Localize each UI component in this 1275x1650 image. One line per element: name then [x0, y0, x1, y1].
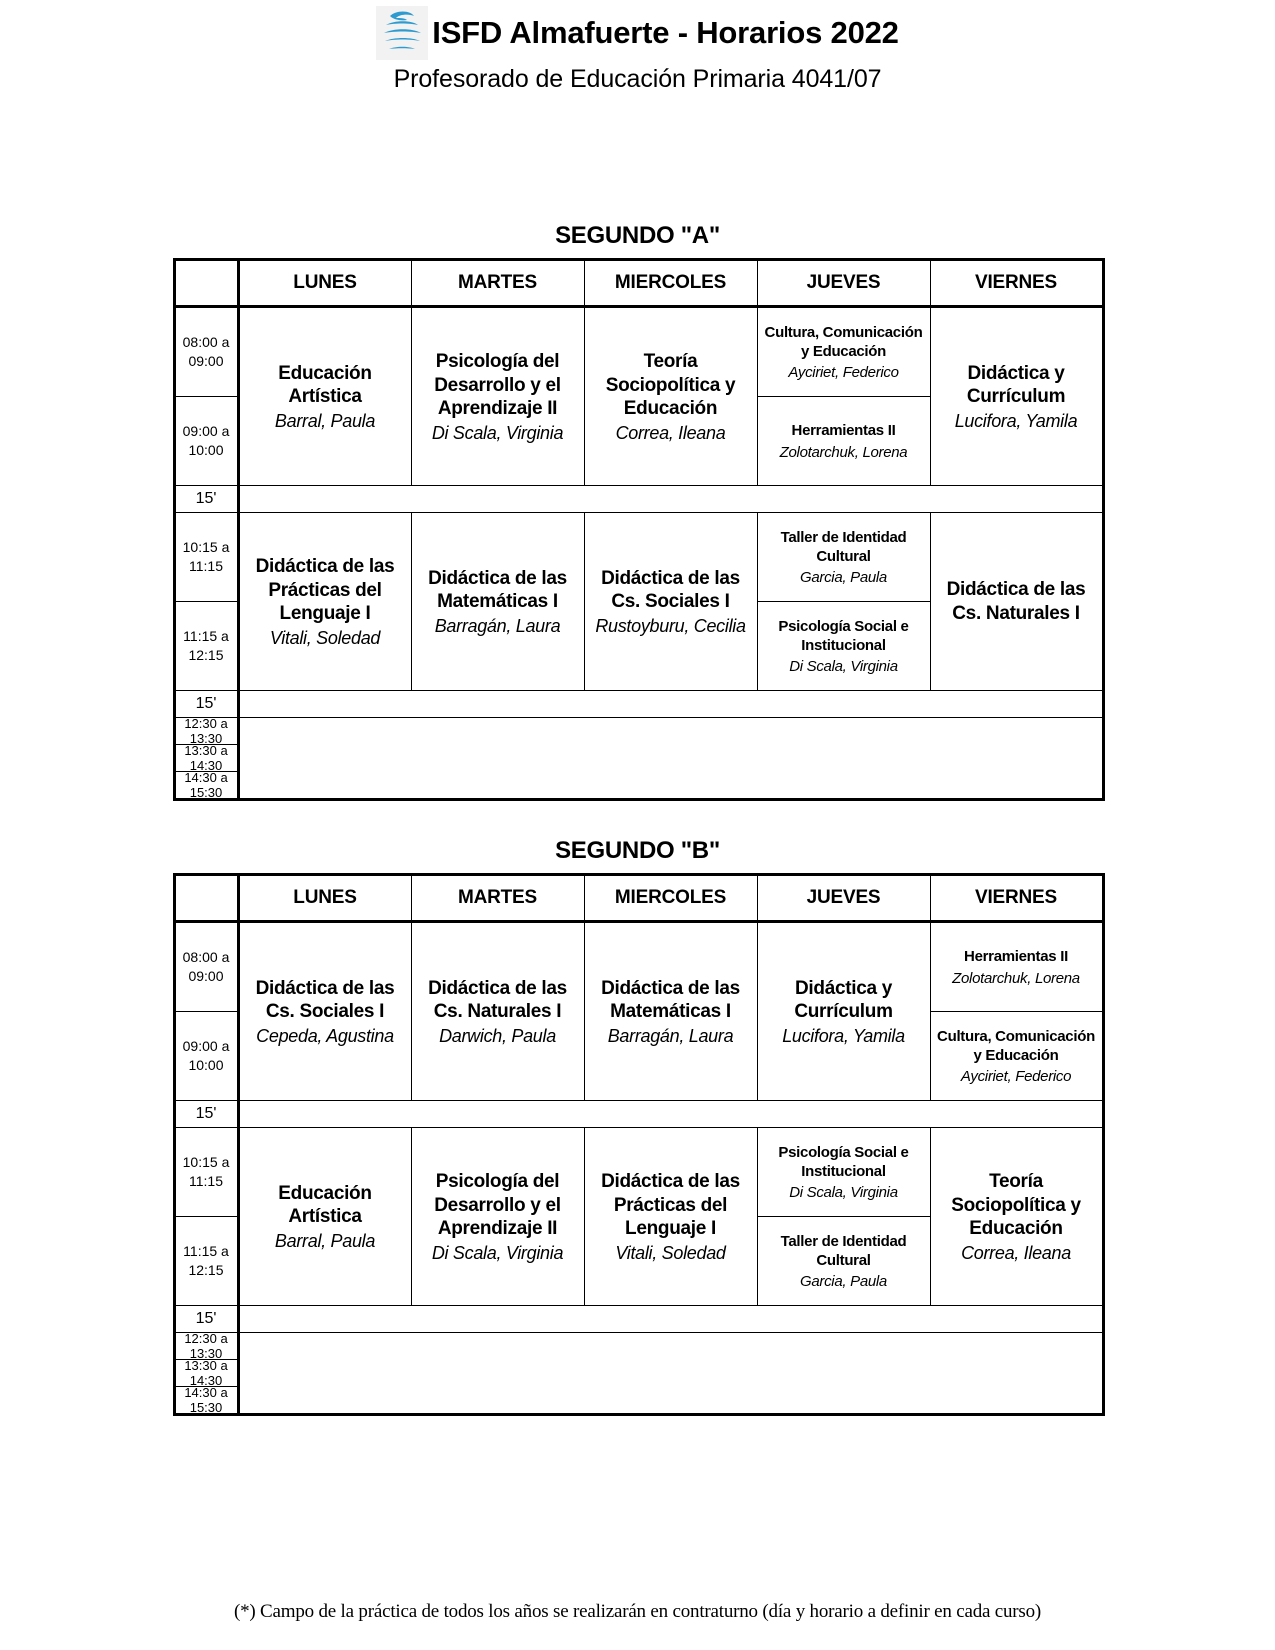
split-cell-part	[931, 1011, 1102, 1100]
class-cell	[585, 923, 757, 1100]
class-cell	[240, 513, 411, 690]
schedule-cell	[930, 1128, 1103, 1306]
schedule-cell	[584, 513, 757, 691]
title-row	[0, 6, 1275, 60]
schedule-cell	[930, 922, 1103, 1101]
class-cell	[585, 308, 757, 485]
time-start: 12:30 a	[184, 717, 228, 731]
class-cell	[585, 1128, 757, 1305]
teacher-name: Vitali, Soledad	[269, 627, 381, 648]
day-header-miercoles: MIERCOLES	[584, 260, 757, 307]
class-cell	[240, 1128, 411, 1305]
subject-name: Didáctica y Currículum	[966, 363, 1066, 408]
teacher-name: Zolotarchuk, Lorena	[952, 969, 1080, 987]
time-start: 08:00 a	[182, 334, 230, 351]
day-header-lunes: LUNES	[238, 875, 411, 922]
time-start: 10:15 a	[182, 539, 230, 556]
break-empty-cell	[238, 486, 1103, 513]
schedule-cell	[757, 307, 930, 486]
split-cell	[931, 923, 1102, 1100]
header-corner-cell	[174, 260, 238, 307]
split-cell-part	[758, 1216, 930, 1305]
teacher-name: Barral, Paula	[274, 1231, 376, 1252]
day-header-jueves: JUEVES	[757, 260, 930, 307]
time-end: 10:00	[188, 442, 224, 458]
split-cell-part	[758, 1128, 930, 1216]
subject-name: Didáctica de las Cs. Naturales I	[946, 579, 1086, 624]
teacher-name: Di Scala, Virginia	[789, 1184, 898, 1202]
break-row	[174, 691, 1103, 718]
time-slot-label	[174, 513, 238, 602]
time-slot-label	[174, 1333, 238, 1360]
subject-name: Taller de Identidad Cultural	[780, 528, 907, 565]
subject-name: Educación Artística	[278, 363, 372, 408]
time-end: 14:30	[189, 758, 223, 772]
break-row	[174, 1101, 1103, 1128]
afternoon-empty-cell	[238, 772, 1103, 800]
subject-name: Didáctica de las Cs. Naturales I	[428, 978, 567, 1023]
class-cell	[412, 923, 584, 1100]
afternoon-empty-cell	[238, 1387, 1103, 1415]
document-header	[0, 0, 1275, 94]
day-header-miercoles: MIERCOLES	[584, 875, 757, 922]
subject-name: Psicología Social e Institucional	[778, 1143, 909, 1180]
subject-name: Didáctica de las Cs. Sociales I	[601, 568, 740, 613]
time-end: 09:00	[188, 353, 224, 369]
schedule-cell	[584, 1128, 757, 1306]
time-end: 12:15	[188, 647, 224, 663]
time-start: 09:00 a	[182, 1038, 230, 1055]
time-slot-label	[174, 718, 238, 745]
time-end: 15:30	[189, 785, 223, 800]
schedule-cell	[238, 513, 411, 691]
teacher-name: Barragán, Laura	[607, 1026, 734, 1047]
subject-name: Taller de Identidad Cultural	[780, 1232, 907, 1269]
schedule-cell	[238, 922, 411, 1101]
afternoon-empty-cell	[238, 745, 1103, 772]
time-slot-label	[174, 745, 238, 772]
section-title: SEGUNDO "B"	[555, 837, 720, 864]
time-start: 13:30 a	[184, 744, 228, 758]
time-slot-label	[174, 397, 238, 486]
subject-name: Didáctica de las Cs. Sociales I	[255, 978, 395, 1023]
time-slot-label	[174, 1128, 238, 1217]
time-start: 12:30 a	[184, 1332, 228, 1346]
schedule-cell	[411, 307, 584, 486]
split-cell	[758, 1128, 930, 1305]
class-cell	[412, 513, 584, 690]
day-header-lunes: LUNES	[238, 260, 411, 307]
afternoon-row	[174, 1387, 1103, 1415]
subject-name: Didáctica de las Prácticas del Lenguaje I	[601, 1171, 740, 1239]
teacher-name: Lucifora, Yamila	[954, 411, 1078, 432]
split-cell-part	[758, 513, 930, 601]
schedule-cell	[238, 307, 411, 486]
teacher-name: Zolotarchuk, Lorena	[779, 443, 908, 461]
subject-name: Didáctica de las Matemáticas I	[601, 978, 740, 1023]
table-row	[174, 513, 1103, 602]
schedule-cell	[757, 922, 930, 1101]
teacher-name: Cepeda, Agustina	[256, 1026, 394, 1047]
class-cell	[412, 308, 584, 485]
day-header-viernes: VIERNES	[930, 875, 1103, 922]
globe-swoosh-logo-icon	[376, 6, 428, 60]
time-slot-label	[174, 1387, 238, 1415]
time-end: 11:15	[189, 558, 223, 574]
time-end: 12:15	[188, 1262, 224, 1278]
schedule-cell	[411, 513, 584, 691]
break-row	[174, 486, 1103, 513]
break-row	[174, 1306, 1103, 1333]
schedule-cell	[584, 922, 757, 1101]
teacher-name: Vitali, Soledad	[615, 1242, 726, 1263]
section-title: SEGUNDO "A"	[555, 222, 720, 249]
split-cell-part	[758, 396, 930, 485]
class-cell	[585, 513, 757, 690]
table-row	[174, 922, 1103, 1012]
split-cell	[758, 308, 930, 485]
teacher-name: Garcia, Paula	[800, 569, 887, 587]
table-row	[174, 1128, 1103, 1217]
day-header-martes: MARTES	[411, 875, 584, 922]
subject-name: Cultura, Comunicación y Educación	[937, 1027, 1095, 1064]
time-slot-label	[174, 772, 238, 800]
time-slot-label	[174, 922, 238, 1012]
page-subtitle: Profesorado de Educación Primaria 4041/07	[393, 65, 882, 93]
split-cell	[758, 513, 930, 690]
schedule-cell	[411, 1128, 584, 1306]
time-start: 14:30 a	[184, 1386, 228, 1400]
time-slot-label	[174, 1217, 238, 1306]
break-label: 15'	[174, 1306, 238, 1333]
teacher-name: Rustoyburu, Cecilia	[595, 616, 746, 637]
class-cell	[758, 923, 930, 1100]
class-cell	[412, 1128, 584, 1305]
afternoon-row	[174, 1333, 1103, 1360]
schedule-cell	[930, 513, 1103, 691]
teacher-name: Di Scala, Virginia	[431, 1242, 564, 1263]
afternoon-empty-cell	[238, 1360, 1103, 1387]
subject-name: Teoría Sociopolítica y Educación	[605, 351, 736, 419]
schedule-sections	[0, 222, 1275, 1416]
time-start: 13:30 a	[184, 1359, 228, 1373]
table-header-row	[174, 260, 1103, 307]
table-header-row	[174, 875, 1103, 922]
time-start: 09:00 a	[182, 423, 230, 440]
schedule-cell	[930, 307, 1103, 486]
break-empty-cell	[238, 1306, 1103, 1333]
class-cell	[931, 1128, 1102, 1305]
time-start: 14:30 a	[184, 771, 228, 785]
time-start: 08:00 a	[182, 949, 230, 966]
subject-name: Didáctica de las Prácticas del Lenguaje I	[255, 556, 395, 624]
subject-name: Herramientas II	[964, 948, 1068, 966]
class-cell	[240, 308, 411, 485]
break-label: 15'	[174, 1101, 238, 1128]
time-end: 15:30	[189, 1400, 223, 1415]
split-cell-part	[758, 601, 930, 690]
teacher-name: Di Scala, Virginia	[789, 658, 898, 676]
teacher-name: Darwich, Paula	[439, 1026, 556, 1047]
time-end: 14:30	[189, 1373, 223, 1387]
afternoon-row	[174, 745, 1103, 772]
time-slot-label	[174, 1360, 238, 1387]
schedule-cell	[238, 1128, 411, 1306]
class-cell	[240, 923, 411, 1100]
break-label: 15'	[174, 486, 238, 513]
afternoon-empty-cell	[238, 718, 1103, 745]
time-start: 11:15 a	[183, 1243, 229, 1260]
schedule-cell	[757, 513, 930, 691]
day-header-martes: MARTES	[411, 260, 584, 307]
afternoon-row	[174, 772, 1103, 800]
teacher-name: Barral, Paula	[274, 411, 376, 432]
time-slot-label	[174, 602, 238, 691]
schedule-cell	[757, 1128, 930, 1306]
subject-name: Psicología del Desarrollo y el Aprendizaje II	[434, 351, 561, 419]
teacher-name: Di Scala, Virginia	[431, 422, 564, 443]
time-end: 09:00	[188, 968, 224, 984]
schedule-cell	[584, 307, 757, 486]
break-label: 15'	[174, 691, 238, 718]
header-corner-cell	[174, 875, 238, 922]
break-empty-cell	[238, 1101, 1103, 1128]
time-end: 11:15	[189, 1173, 223, 1189]
time-start: 11:15 a	[183, 628, 229, 645]
afternoon-row	[174, 718, 1103, 745]
teacher-name: Barragán, Laura	[434, 616, 561, 637]
footnote: (*) Campo de la práctica de todos los años se realizarán en contraturno (día y horario a definir en cada curso)	[233, 1601, 1042, 1622]
teacher-name: Ayciriet, Federico	[960, 1068, 1072, 1086]
time-slot-label	[174, 1012, 238, 1101]
time-start: 10:15 a	[182, 1154, 230, 1171]
afternoon-row	[174, 1360, 1103, 1387]
subject-name: Herramientas II	[791, 422, 896, 440]
break-empty-cell	[238, 691, 1103, 718]
subject-name: Didáctica de las Matemáticas I	[428, 568, 567, 613]
class-cell	[931, 513, 1102, 690]
schedule-table	[173, 258, 1105, 801]
class-cell	[931, 308, 1102, 485]
subject-name: Didáctica y Currículum	[794, 978, 893, 1023]
table-row	[174, 307, 1103, 397]
page-title: ISFD Almafuerte - Horarios 2022	[432, 15, 899, 50]
subject-name: Teoría Sociopolítica y Educación	[951, 1171, 1081, 1239]
schedule-section	[173, 222, 1103, 801]
subject-name: Psicología del Desarrollo y el Aprendizaje II	[434, 1171, 561, 1239]
time-end: 13:30	[189, 731, 223, 745]
day-header-viernes: VIERNES	[930, 260, 1103, 307]
afternoon-empty-cell	[238, 1333, 1103, 1360]
teacher-name: Lucifora, Yamila	[782, 1026, 905, 1047]
split-cell-part	[931, 923, 1102, 1011]
subject-name: Psicología Social e Institucional	[778, 617, 909, 654]
subject-name: Cultura, Comunicación y Educación	[764, 323, 923, 360]
schedule-cell	[411, 922, 584, 1101]
teacher-name: Ayciriet, Federico	[788, 364, 899, 382]
split-cell-part	[758, 308, 930, 396]
day-header-jueves: JUEVES	[757, 875, 930, 922]
teacher-name: Correa, Ileana	[961, 1242, 1071, 1263]
schedule-section	[173, 837, 1103, 1416]
subject-name: Educación Artística	[278, 1183, 372, 1228]
time-end: 10:00	[188, 1057, 224, 1073]
teacher-name: Correa, Ileana	[615, 422, 726, 443]
time-end: 13:30	[189, 1346, 223, 1360]
schedule-table	[173, 873, 1105, 1416]
teacher-name: Garcia, Paula	[800, 1273, 887, 1291]
time-slot-label	[174, 307, 238, 397]
